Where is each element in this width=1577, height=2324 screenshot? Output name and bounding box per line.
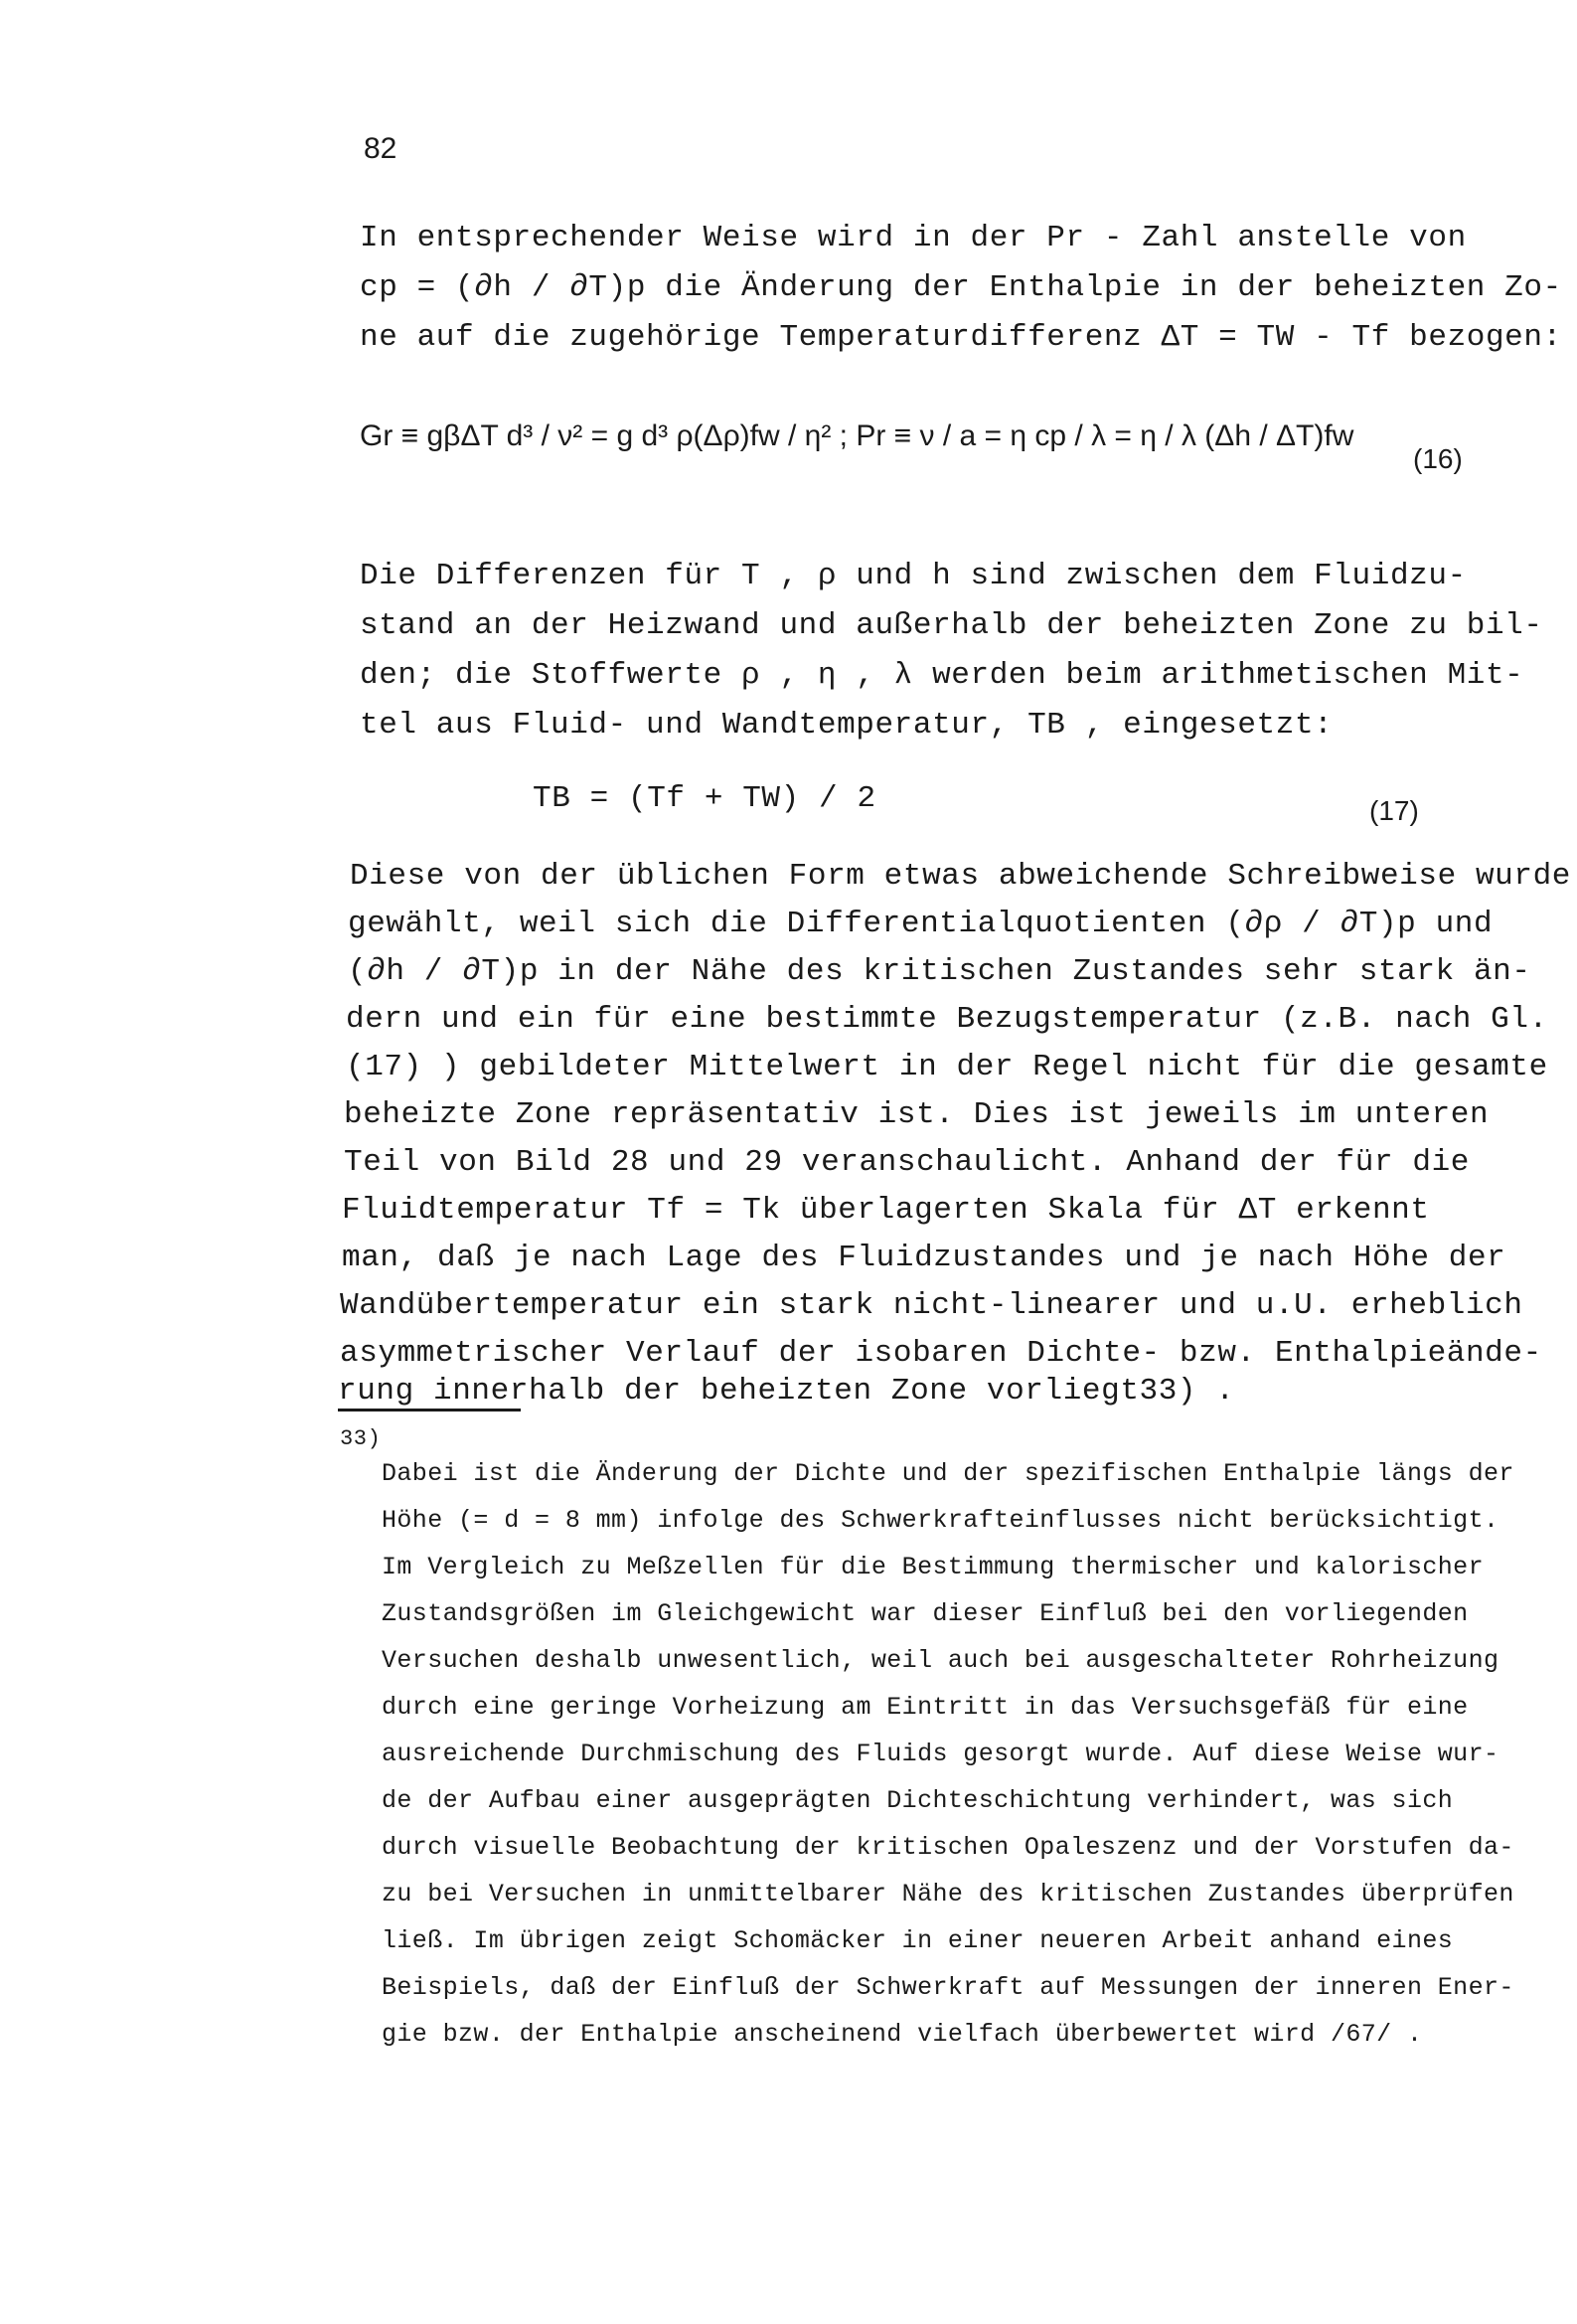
- text-line: Diese von der üblichen Form etwas abweichende Schreibweise wurde: [350, 859, 1571, 894]
- footnote-line: zu bei Versuchen in unmittelbarer Nähe des kritischen Zustandes überprüfen: [382, 1880, 1514, 1909]
- footnote-line: Dabei ist die Änderung der Dichte und der spezifischen Enthalpie längs der: [382, 1459, 1514, 1488]
- equation-16-formula: Gr ≡ gβΔT d³ / ν² = g d³ ρ(Δρ)fw / η² ; Pr ≡ ν / a = η cp / λ = η / λ (Δh / ΔT)fw: [360, 419, 1354, 452]
- footnote-line: ausreichende Durchmischung des Fluids gesorgt wurde. Auf diese Weise wur-: [382, 1740, 1499, 1768]
- text-line: rung innerhalb der beheizten Zone vorliegt33) .: [338, 1374, 1235, 1409]
- footnote-marker: 33): [340, 1426, 382, 1451]
- text-line: Fluidtemperatur Tf = Tk überlagerten Skala für ΔT erkennt: [342, 1193, 1430, 1228]
- text-line: Teil von Bild 28 und 29 veranschaulicht. Anhand der für die: [344, 1145, 1470, 1180]
- text-line: asymmetrischer Verlauf der isobaren Dichte- bzw. Enthalpieände-: [340, 1336, 1542, 1371]
- text-line: ne auf die zugehörige Temperaturdifferenz ΔT = TW - Tf bezogen:: [360, 320, 1562, 355]
- footnote-line: Beispiels, daß der Einfluß der Schwerkraft auf Messungen der inneren Ener-: [382, 1973, 1514, 2002]
- text-line: man, daß je nach Lage des Fluidzustandes und je nach Höhe der: [342, 1241, 1506, 1275]
- equation-17-number: (17): [1369, 795, 1419, 826]
- text-line: den; die Stoffwerte ρ , η , λ werden beim arithmetischen Mit-: [360, 658, 1524, 693]
- text-line: Wandübertemperatur ein stark nicht-linearer und u.U. erheblich: [340, 1288, 1523, 1323]
- text-line: stand an der Heizwand und außerhalb der beheizten Zone zu bil-: [360, 608, 1543, 643]
- footnote-line: ließ. Im übrigen zeigt Schomäcker in einer neueren Arbeit anhand eines: [382, 1926, 1454, 1955]
- footnote-line: gie bzw. der Enthalpie anscheinend vielfach überbewertet wird /67/ .: [382, 2020, 1423, 2049]
- equation-16-number: (16): [1413, 443, 1463, 474]
- text-line: tel aus Fluid- und Wandtemperatur, TB , eingesetzt:: [360, 708, 1334, 743]
- page-number: 82: [364, 132, 397, 165]
- equation-17-formula: TB = (Tf + TW) / 2: [533, 781, 876, 816]
- footnote-line: Höhe (= d = 8 mm) infolge des Schwerkrafteinflusses nicht berücksichtigt.: [382, 1506, 1499, 1535]
- footnote-line: Zustandsgrößen im Gleichgewicht war dieser Einfluß bei den vorliegenden: [382, 1599, 1469, 1628]
- footnote-line: de der Aufbau einer ausgeprägten Dichteschichtung verhindert, was sich: [382, 1786, 1454, 1815]
- text-line: (17) ) gebildeter Mittelwert in der Regel nicht für die gesamte: [346, 1050, 1548, 1084]
- text-line: gewählt, weil sich die Differentialquotienten (∂ρ / ∂T)p und: [348, 907, 1494, 941]
- footnote-line: durch eine geringe Vorheizung am Eintritt in das Versuchsgefäß für eine: [382, 1693, 1469, 1722]
- text-line: beheizte Zone repräsentativ ist. Dies ist jeweils im unteren: [344, 1097, 1490, 1132]
- text-line: dern und ein für eine bestimmte Bezugstemperatur (z.B. nach Gl.: [346, 1002, 1548, 1037]
- text-line: cp = (∂h / ∂T)p die Änderung der Enthalpie in der beheizten Zo-: [360, 270, 1562, 305]
- footnote-separator: [338, 1409, 521, 1411]
- text-line: Die Differenzen für T , ρ und h sind zwischen dem Fluidzu-: [360, 559, 1467, 593]
- footnote-line: Versuchen deshalb unwesentlich, weil auch bei ausgeschalteter Rohrheizung: [382, 1646, 1499, 1675]
- text-line: In entsprechender Weise wird in der Pr - Zahl anstelle von: [360, 221, 1467, 255]
- footnote-line: durch visuelle Beobachtung der kritischen Opaleszenz und der Vorstufen da-: [382, 1833, 1514, 1862]
- text-line: (∂h / ∂T)p in der Nähe des kritischen Zustandes sehr stark än-: [348, 954, 1531, 989]
- footnote-line: Im Vergleich zu Meßzellen für die Bestimmung thermischer und kalorischer: [382, 1553, 1484, 1581]
